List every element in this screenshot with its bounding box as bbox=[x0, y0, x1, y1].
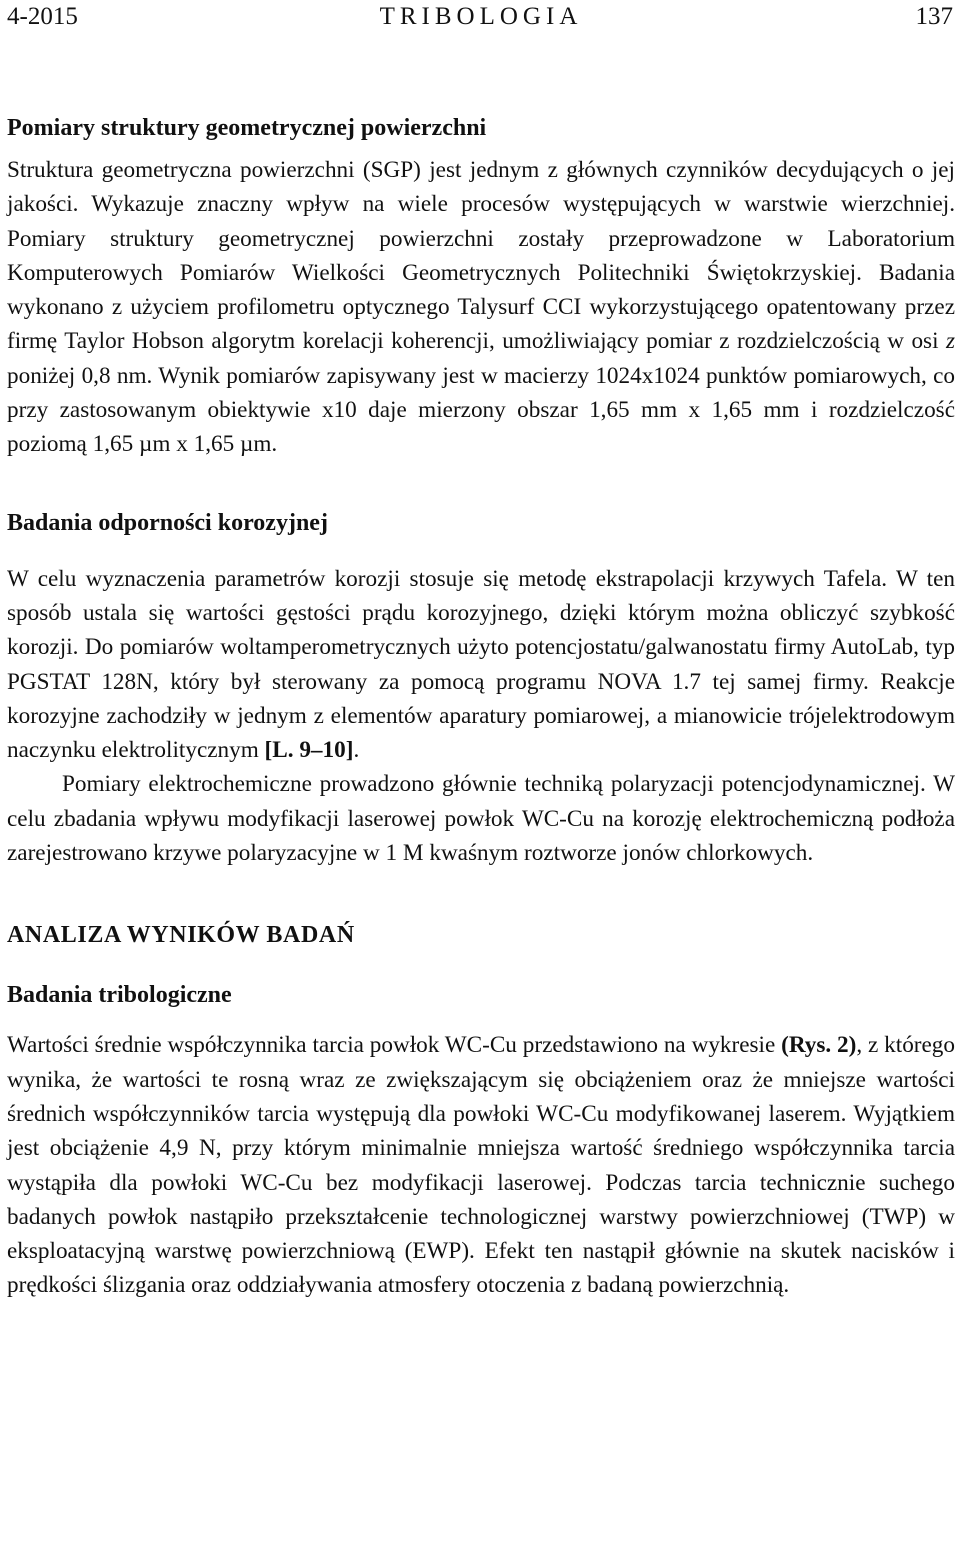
paragraph-electrochemical: Pomiary elektrochemiczne prowadzono głównie techniką polaryzacji potencjodynamicznej. W celu zbadania wpływu modyfikacji laserowej powłok WC-Cu na korozję elektrochemiczną podłoża zarejestrowano krzywe polaryzacyjne w 1 M kwaśnym roztworze jonów chlorkowych. bbox=[7, 771, 955, 867]
axis-symbol: z bbox=[945, 328, 955, 355]
document-page bbox=[7, 0, 955, 1303]
paragraph-text: . bbox=[353, 737, 360, 764]
paragraph-text: , z którego wynika, że wartości te rosną wraz ze zwiększającym się obciążeniem oraz że mniejsze wartości średnich współczynników tarcia występują dla powłoki WC-Cu modyfikowanej laserem. Wyjątkiem jest obciążenie 4,9 N, przy którym minimalnie mniejsza wartość średniego współczynnika tarcia wystąpiła dla powłoki WC-Cu bez modyfikacji laserowej. Podczas tarcia technicznie suchego badanych powłok nastąpiło przekształcenie technologicznej warstwy powierzchniowej (TWP) w eksploatacyjną warstwę powierzchniową (EWP). Efekt ten nastąpił głównie na skutek nacisków i prędkości ślizgania oraz oddziaływania atmosfery otoczenia z badaną powierzchnią. bbox=[7, 1032, 955, 1299]
citation-reference: [L. 9–10] bbox=[264, 737, 354, 764]
paragraph-text: poniżej 0,8 nm. Wynik pomiarów zapisywany jest w macierzy 1024x1024 punktów pomiarowych, co przy zastosowanym obiektywie x10 daje mierzony obszar 1,65 mm x 1,65 mm i rozdzielczość poziomą 1,65 µm x 1,65 µm. bbox=[7, 362, 955, 458]
paragraph-tribology bbox=[7, 1028, 955, 1302]
page-number: 137 bbox=[915, 3, 953, 30]
figure-reference: (Rys. 2) bbox=[781, 1032, 857, 1059]
paragraph-text: Struktura geometryczna powierzchni (SGP) jest jednym z głównych czynników decydujących o jej jakości. Wykazuje znaczny wpływ na wiele procesów występujących w warstwie wierzchniej. Pomiary struktury geometrycznej powierzchni zostały przeprowadzone w Laboratorium Komputerowych Pomiarów Wielkości Geometrycznych Politechniki Świętokrzyskiej. Badania wykonano z użyciem profilometru optycznego Talysurf CCI wykorzystującego opatentowany przez firmę Taylor Hobson algorytm korelacji koherencji, umożliwiający pomiar z rozdzielczością w osi bbox=[7, 157, 955, 355]
paragraph-text: W celu wyznaczenia parametrów korozji stosuje się metodę ekstrapolacji krzywych Tafela. W ten sposób ustala się wartości gęstości prądu korozyjnego, dzięki którym można obliczyć szybkość korozji. Do pomiarów woltamperometrycznych użyto potencjostatu/galwanostatu firmy AutoLab, typ PGSTAT 128N, który był sterowany za pomocą programu NOVA 1.7 tej samej firmy. Reakcje korozyjne zachodziły w jednym z elementów aparatury pomiarowej, a mianowicie trójelektrodowym naczynku elektrolitycznym bbox=[7, 565, 955, 764]
running-head bbox=[7, 0, 955, 34]
issue-number: 4-2015 bbox=[7, 3, 78, 30]
paragraph-surface-structure bbox=[7, 153, 955, 462]
paragraph-text: Wartości średnie współczynnika tarcia powłok WC-Cu przedstawiono na wykresie bbox=[7, 1032, 782, 1059]
section-title-corrosion: Badania odporności korozyjnej bbox=[7, 509, 328, 536]
section-title-surface-structure: Pomiary struktury geometrycznej powierzchni bbox=[7, 115, 487, 141]
journal-title: TRIBOLOGIA bbox=[379, 3, 583, 30]
paragraph-corrosion-method bbox=[7, 562, 955, 768]
major-heading-results: ANALIZA WYNIKÓW BADAŃ bbox=[7, 922, 355, 949]
section-title-tribology: Badania tribologiczne bbox=[7, 982, 232, 1009]
